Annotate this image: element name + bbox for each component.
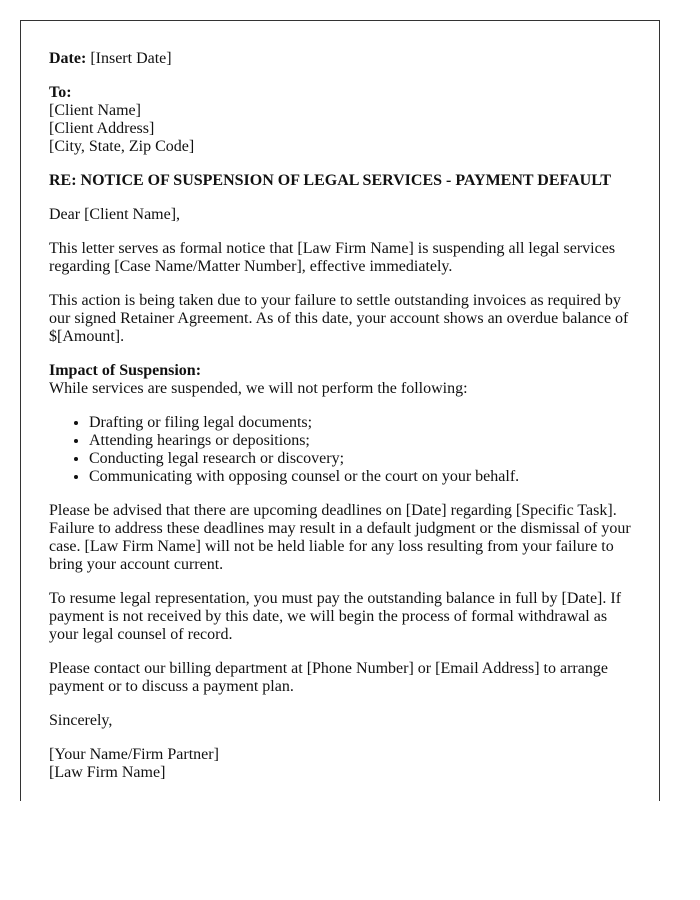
recipient-address: [Client Address] [49, 120, 155, 137]
date-line [49, 50, 639, 68]
letter-content [49, 50, 639, 798]
list-item: • Conducting legal research or discovery; [89, 450, 639, 468]
signature-name: [Your Name/Firm Partner] [49, 746, 219, 763]
recipient-city-state-zip: [City, State, Zip Code] [49, 138, 195, 155]
salutation: Dear [Client Name], [49, 206, 181, 223]
impact-section [49, 362, 639, 398]
list-item: • Communicating with opposing counsel or the court on your behalf. [89, 468, 639, 486]
notice-paragraph: This letter serves as formal notice that [Law Firm Name] is suspending all legal services regarding [Case Name/Matter Number], effective immediately. [49, 240, 616, 275]
recipient-label: To: [49, 84, 72, 101]
list-item: • Attending hearings or depositions; [89, 432, 639, 450]
impact-heading: Impact of Suspension: [49, 362, 202, 379]
suspended-services-list [49, 414, 639, 486]
impact-intro: While services are suspended, we will not perform the following: [49, 380, 468, 397]
signature-firm: [Law Firm Name] [49, 764, 166, 781]
reason-paragraph: This action is being taken due to your failure to settle outstanding invoices as required by our signed Retainer Agreement. As of this date, your account shows an overdue balance of $[Amount]. [49, 292, 629, 345]
recipient-name: [Client Name] [49, 102, 141, 119]
deadlines-paragraph: Please be advised that there are upcoming deadlines on [Date] regarding [Specific Task]. Failure to address these deadlines may result in a default judgment or the dismissal of your case. [Law Firm Name] will not be held liable for any loss resulting from your failure to bring your account current. [49, 502, 631, 573]
letter-page [20, 20, 660, 801]
list-item: • Drafting or filing legal documents; [89, 414, 639, 432]
subject-line: RE: NOTICE OF SUSPENSION OF LEGAL SERVICES - PAYMENT DEFAULT [49, 172, 612, 189]
recipient-block [49, 84, 639, 156]
contact-paragraph: Please contact our billing department at [Phone Number] or [Email Address] to arrange payment or to discuss a payment plan. [49, 660, 608, 695]
date-label: Date: [49, 50, 87, 67]
date-value: [Insert Date] [90, 50, 172, 67]
closing: Sincerely, [49, 712, 113, 729]
signature-block [49, 746, 639, 782]
resume-paragraph: To resume legal representation, you must pay the outstanding balance in full by [Date]. If payment is not received by this date, we will begin the process of formal withdrawal as your legal counsel of record. [49, 590, 622, 643]
